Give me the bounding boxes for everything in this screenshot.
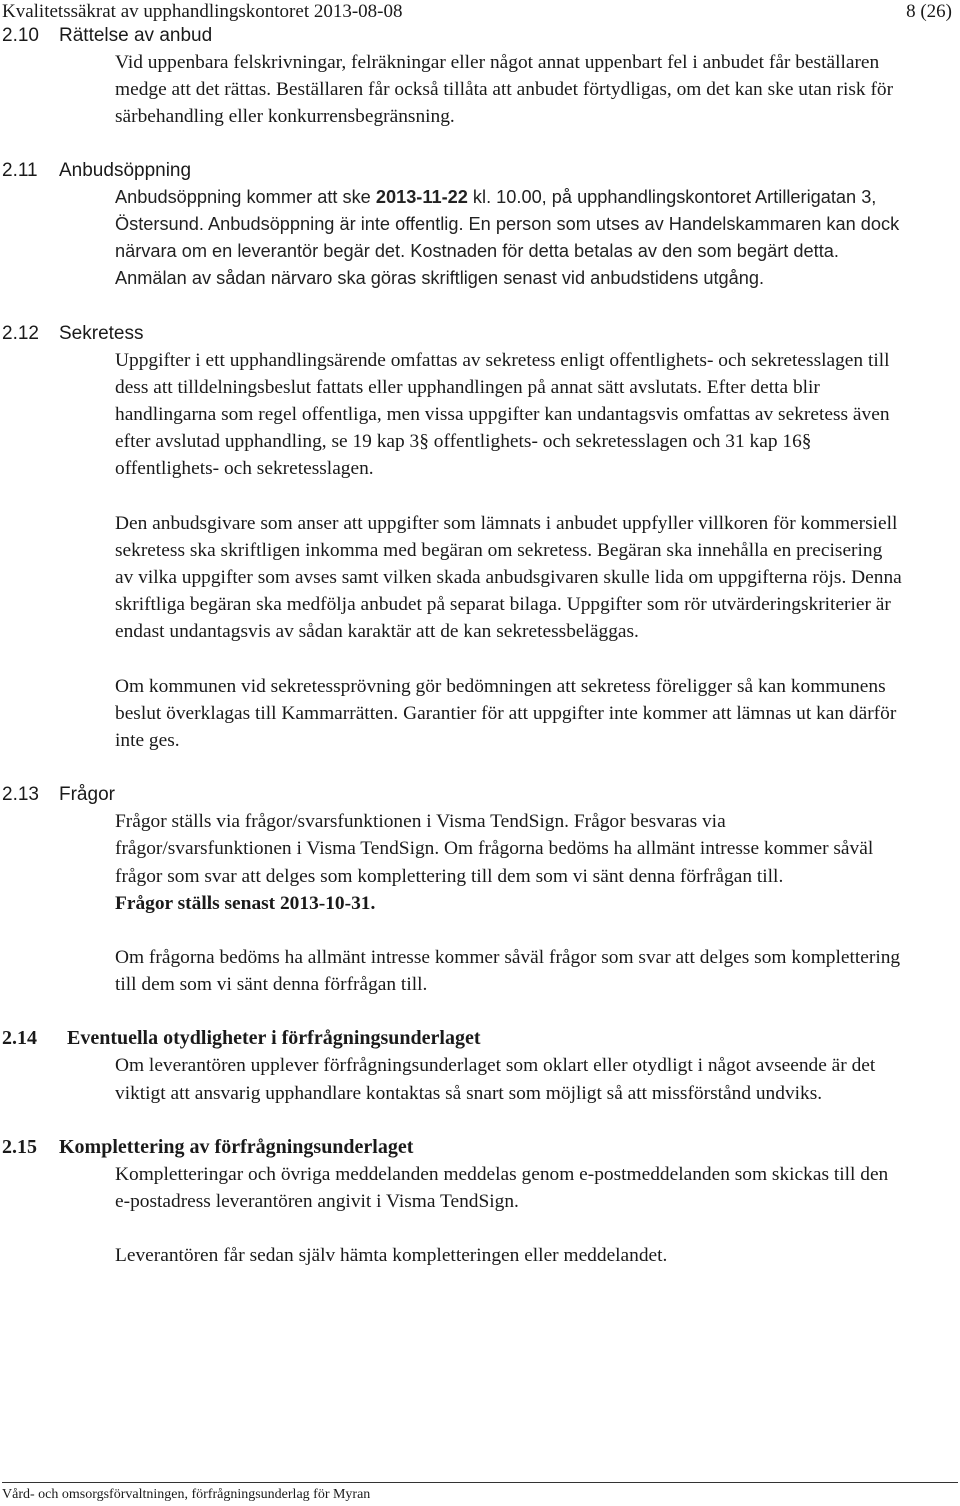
section-2-13 [2, 781, 902, 998]
section-number: 2.12 [2, 322, 39, 344]
section-paragraph: Kompletteringar och övriga meddelanden meddelas genom e-postmeddelanden som skickas till den e-postadress leverantören angivit i Visma TendSign. [115, 1163, 889, 1213]
section-title: Anbudsöppning [59, 159, 192, 181]
section-heading [2, 320, 902, 347]
page-number: 8 (26) [906, 1, 952, 22]
opening-text-post: kl. 10.00, på upphandlingskontoret Artillerigatan 3, Östersund. Anbudsöppning är inte offentlig. En person som utses av Handelskammaren kan dock närvara om en leverantör begär det. Kostnaden för detta betalas av den som begärt detta. Anmälan av sådan närvaro ska göras skriftligen senast vid anbudstidens utgång. [115, 186, 900, 288]
header-quality-note: Kvalitetssäkrat av upphandlingskontoret 2013-08-08 [2, 1, 403, 22]
section-heading [2, 1025, 902, 1052]
section-number: 2.14 [2, 1027, 37, 1050]
section-title: Rättelse av anbud [59, 25, 213, 46]
section-mark: § [801, 431, 812, 453]
section-number: 2.13 [2, 784, 39, 806]
section-heading [2, 22, 902, 49]
section-title: Sekretess [59, 322, 144, 344]
section-number: 2.11 [2, 159, 38, 181]
section-title: Eventuella otydligheter i förfrågningsunderlaget [67, 1027, 481, 1050]
section-2-15 [2, 1134, 902, 1270]
section-2-12 [2, 320, 902, 755]
section-paragraph: Om frågorna bedöms ha allmänt intresse kommer såväl frågor som svar att delges som komplettering till dem som vi sänt denna förfrågan till. [115, 947, 901, 996]
section-paragraph: Frågor ställs via frågor/svarsfunktionen i Visma TendSign. Frågor besvaras via frågor/svarsfunktionen i Visma TendSign. Om frågorna bedöms ha allmänt intresse kommer såväl frågor som svar att delges som komplettering till dem som vi sänt denna förfrågan till. [115, 811, 874, 887]
section-paragraph [115, 347, 902, 483]
section-title: Frågor [59, 784, 115, 806]
section-title: Komplettering av förfrågningsunderlaget [59, 1135, 414, 1158]
section-number: 2.15 [2, 1135, 37, 1158]
section-paragraph: Den anbudsgivare som anser att uppgifter som lämnats i anbudet uppfyller villkoren för kommersiell sekretess ska skriftligen inkomma med begäran om sekretess. Begäran ska innehålla en precisering av vilka uppgifter som avses samt vilken skada anbudsgivaren skulle lida om uppgifterna röjs. Denna skriftliga begäran ska medfölja anbudet på separat bilaga. Uppgifter som rör utvärderingskriterier är endast undantagsvis av sådan karaktär att de kan sekretessbeläggas. [115, 512, 902, 643]
section-paragraph: Om leverantören upplever förfrågningsunderlaget som oklart eller otydligt i något avseende är det viktigt att ansvarig upphandlare kontaktas så snart som möjligt så att missförstånd undviks. [115, 1055, 876, 1104]
section-2-11 [2, 157, 902, 292]
section-paragraph [115, 184, 902, 292]
paragraph-part: offentlighets- och sekretesslagen. [115, 458, 374, 480]
section-heading [2, 1134, 902, 1161]
section-paragraph: Vid uppenbara felskrivningar, felräkningar eller något annat uppenbart fel i anbudet får beställaren medge att det rättas. Beställaren får också tillåta att anbudet förtydligas, om det kan ske utan risk för särbehandling eller konkurrensbegränsning. [115, 52, 894, 128]
page-header [2, 0, 952, 24]
opening-date: 2013-11-22 [375, 186, 468, 207]
section-heading [2, 781, 902, 808]
section-heading [2, 157, 902, 184]
section-paragraph: Leverantören får sedan själv hämta kompletteringen eller meddelandet. [115, 1245, 668, 1267]
paragraph-part: Uppgifter i ett upphandlingsärende omfattas av sekretess enligt offentlighets- och sekretesslagen till dess att tilldelningsbeslut fattats eller upphandlingen på annat sätt avslutats. Efter detta blir handlingarna som regel offentliga, men vissa uppgifter kan undantagsvis omfattas av sekretess även efter avslutad upphandling, se 19 kap 3 [115, 349, 890, 453]
section-2-14 [2, 1025, 902, 1106]
question-deadline: Frågor ställs senast 2013-10-31. [115, 892, 376, 914]
footer-text: Vård- och omsorgsförvaltningen, förfrågningsunderlag för Myran [2, 1487, 371, 1502]
opening-text-pre: Anbudsöppning kommer att ske [115, 186, 376, 207]
section-paragraph: Om kommunen vid sekretessprövning gör bedömningen att sekretess föreligger så kan kommunens beslut överklagas till Kammarrätten. Garantier för att uppgifter inte kommer att lämnas ut kan därför inte ges. [115, 675, 897, 752]
page-footer [2, 1482, 958, 1504]
section-2-10 [2, 22, 902, 131]
section-mark: § [419, 431, 429, 453]
footer-divider [2, 1482, 958, 1483]
section-number: 2.10 [2, 25, 39, 46]
paragraph-part: offentlighets- och sekretesslagen och 31 kap 16 [428, 431, 802, 453]
document-content [2, 22, 902, 1269]
